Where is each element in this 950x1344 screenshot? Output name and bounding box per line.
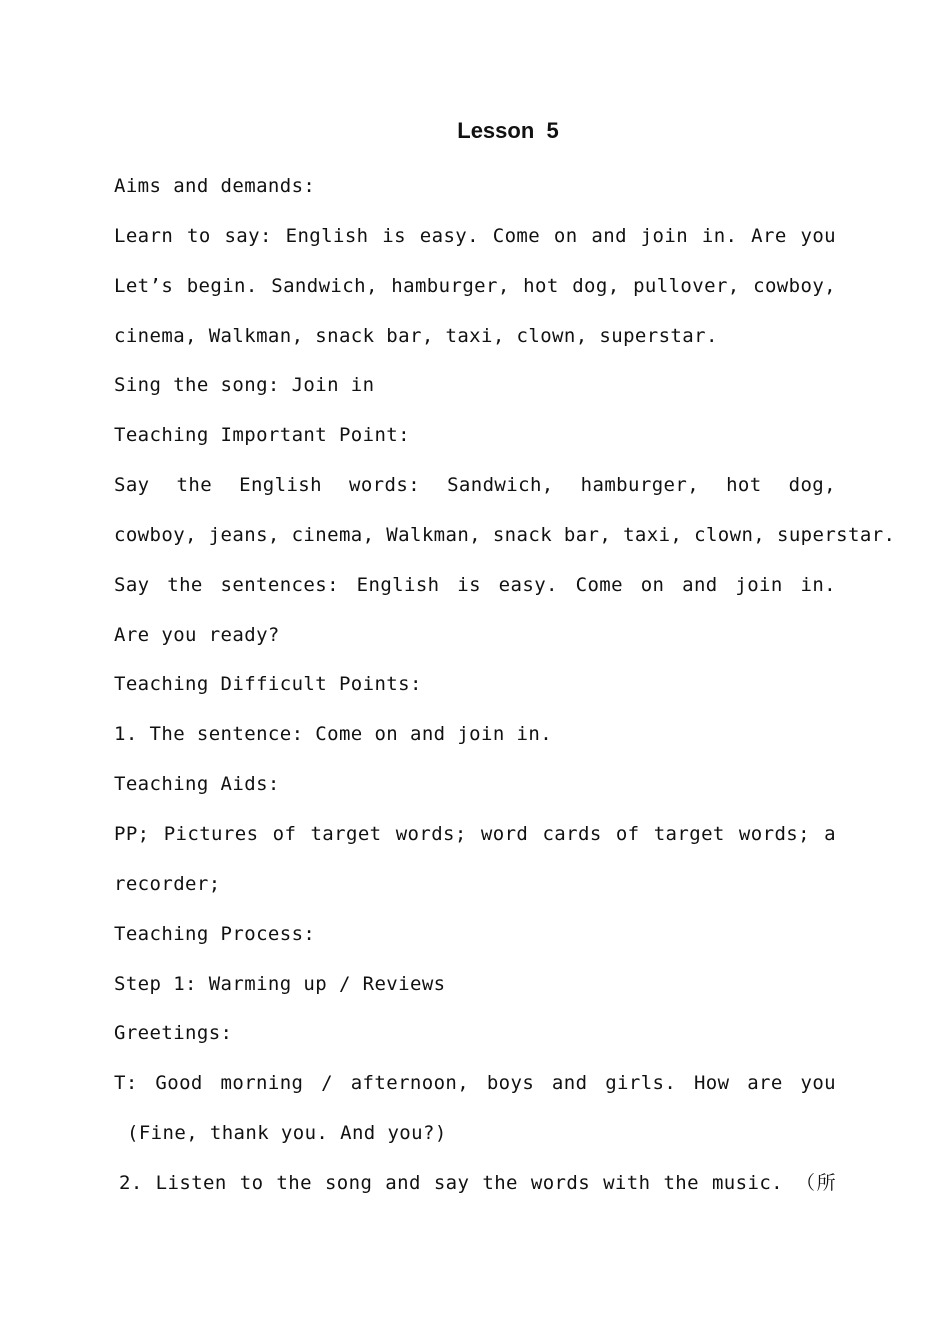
page-title: Lesson 5 (457, 118, 559, 143)
step-heading: Step 1: Warming up / Reviews (114, 972, 446, 995)
paragraph-line: (Fine, thank you. And you?) (127, 1122, 447, 1145)
paragraph-line: Say the sentences: English is easy. Come on and join in. (114, 573, 836, 596)
difficult-points-heading: Teaching Difficult Points: (114, 673, 422, 696)
paragraph-line: PP; Pictures of target words; word cards of target words; a (114, 822, 836, 845)
teaching-aids-heading: Teaching Aids: (114, 773, 280, 796)
paragraph-line: T: Good morning / afternoon, boys and girls. How are you (114, 1072, 836, 1095)
paragraph-line: Are you ready? (114, 623, 280, 646)
paragraph-line: cowboy, jeans, cinema, Walkman, snack bar, taxi, clown, superstar. (114, 523, 896, 546)
teaching-process-heading: Teaching Process: (114, 922, 316, 945)
document-body (114, 162, 896, 1209)
paragraph-line: Sing the song: Join in (114, 374, 375, 397)
paragraph-line: 1. The sentence: Come on and join in. (114, 723, 553, 746)
paragraph-line: Let’s begin. Sandwich, hamburger, hot dog, pullover, cowboy, (114, 274, 836, 297)
aims-heading: Aims and demands: (114, 175, 316, 197)
paragraph-line: cinema, Walkman, snack bar, taxi, clown, superstar. (114, 324, 718, 347)
paragraph-line: 2. Listen to the song and say the words with the music. （所 (119, 1171, 836, 1194)
paragraph-line: recorder; (114, 872, 221, 895)
paragraph-line: Say the English words: Sandwich, hamburger, hot dog, (114, 474, 836, 497)
paragraph-line: Learn to say: English is easy. Come on and join in. Are you (114, 224, 836, 247)
greetings-heading: Greetings: (114, 1022, 233, 1045)
important-point-heading: Teaching Important Point: (114, 424, 410, 447)
